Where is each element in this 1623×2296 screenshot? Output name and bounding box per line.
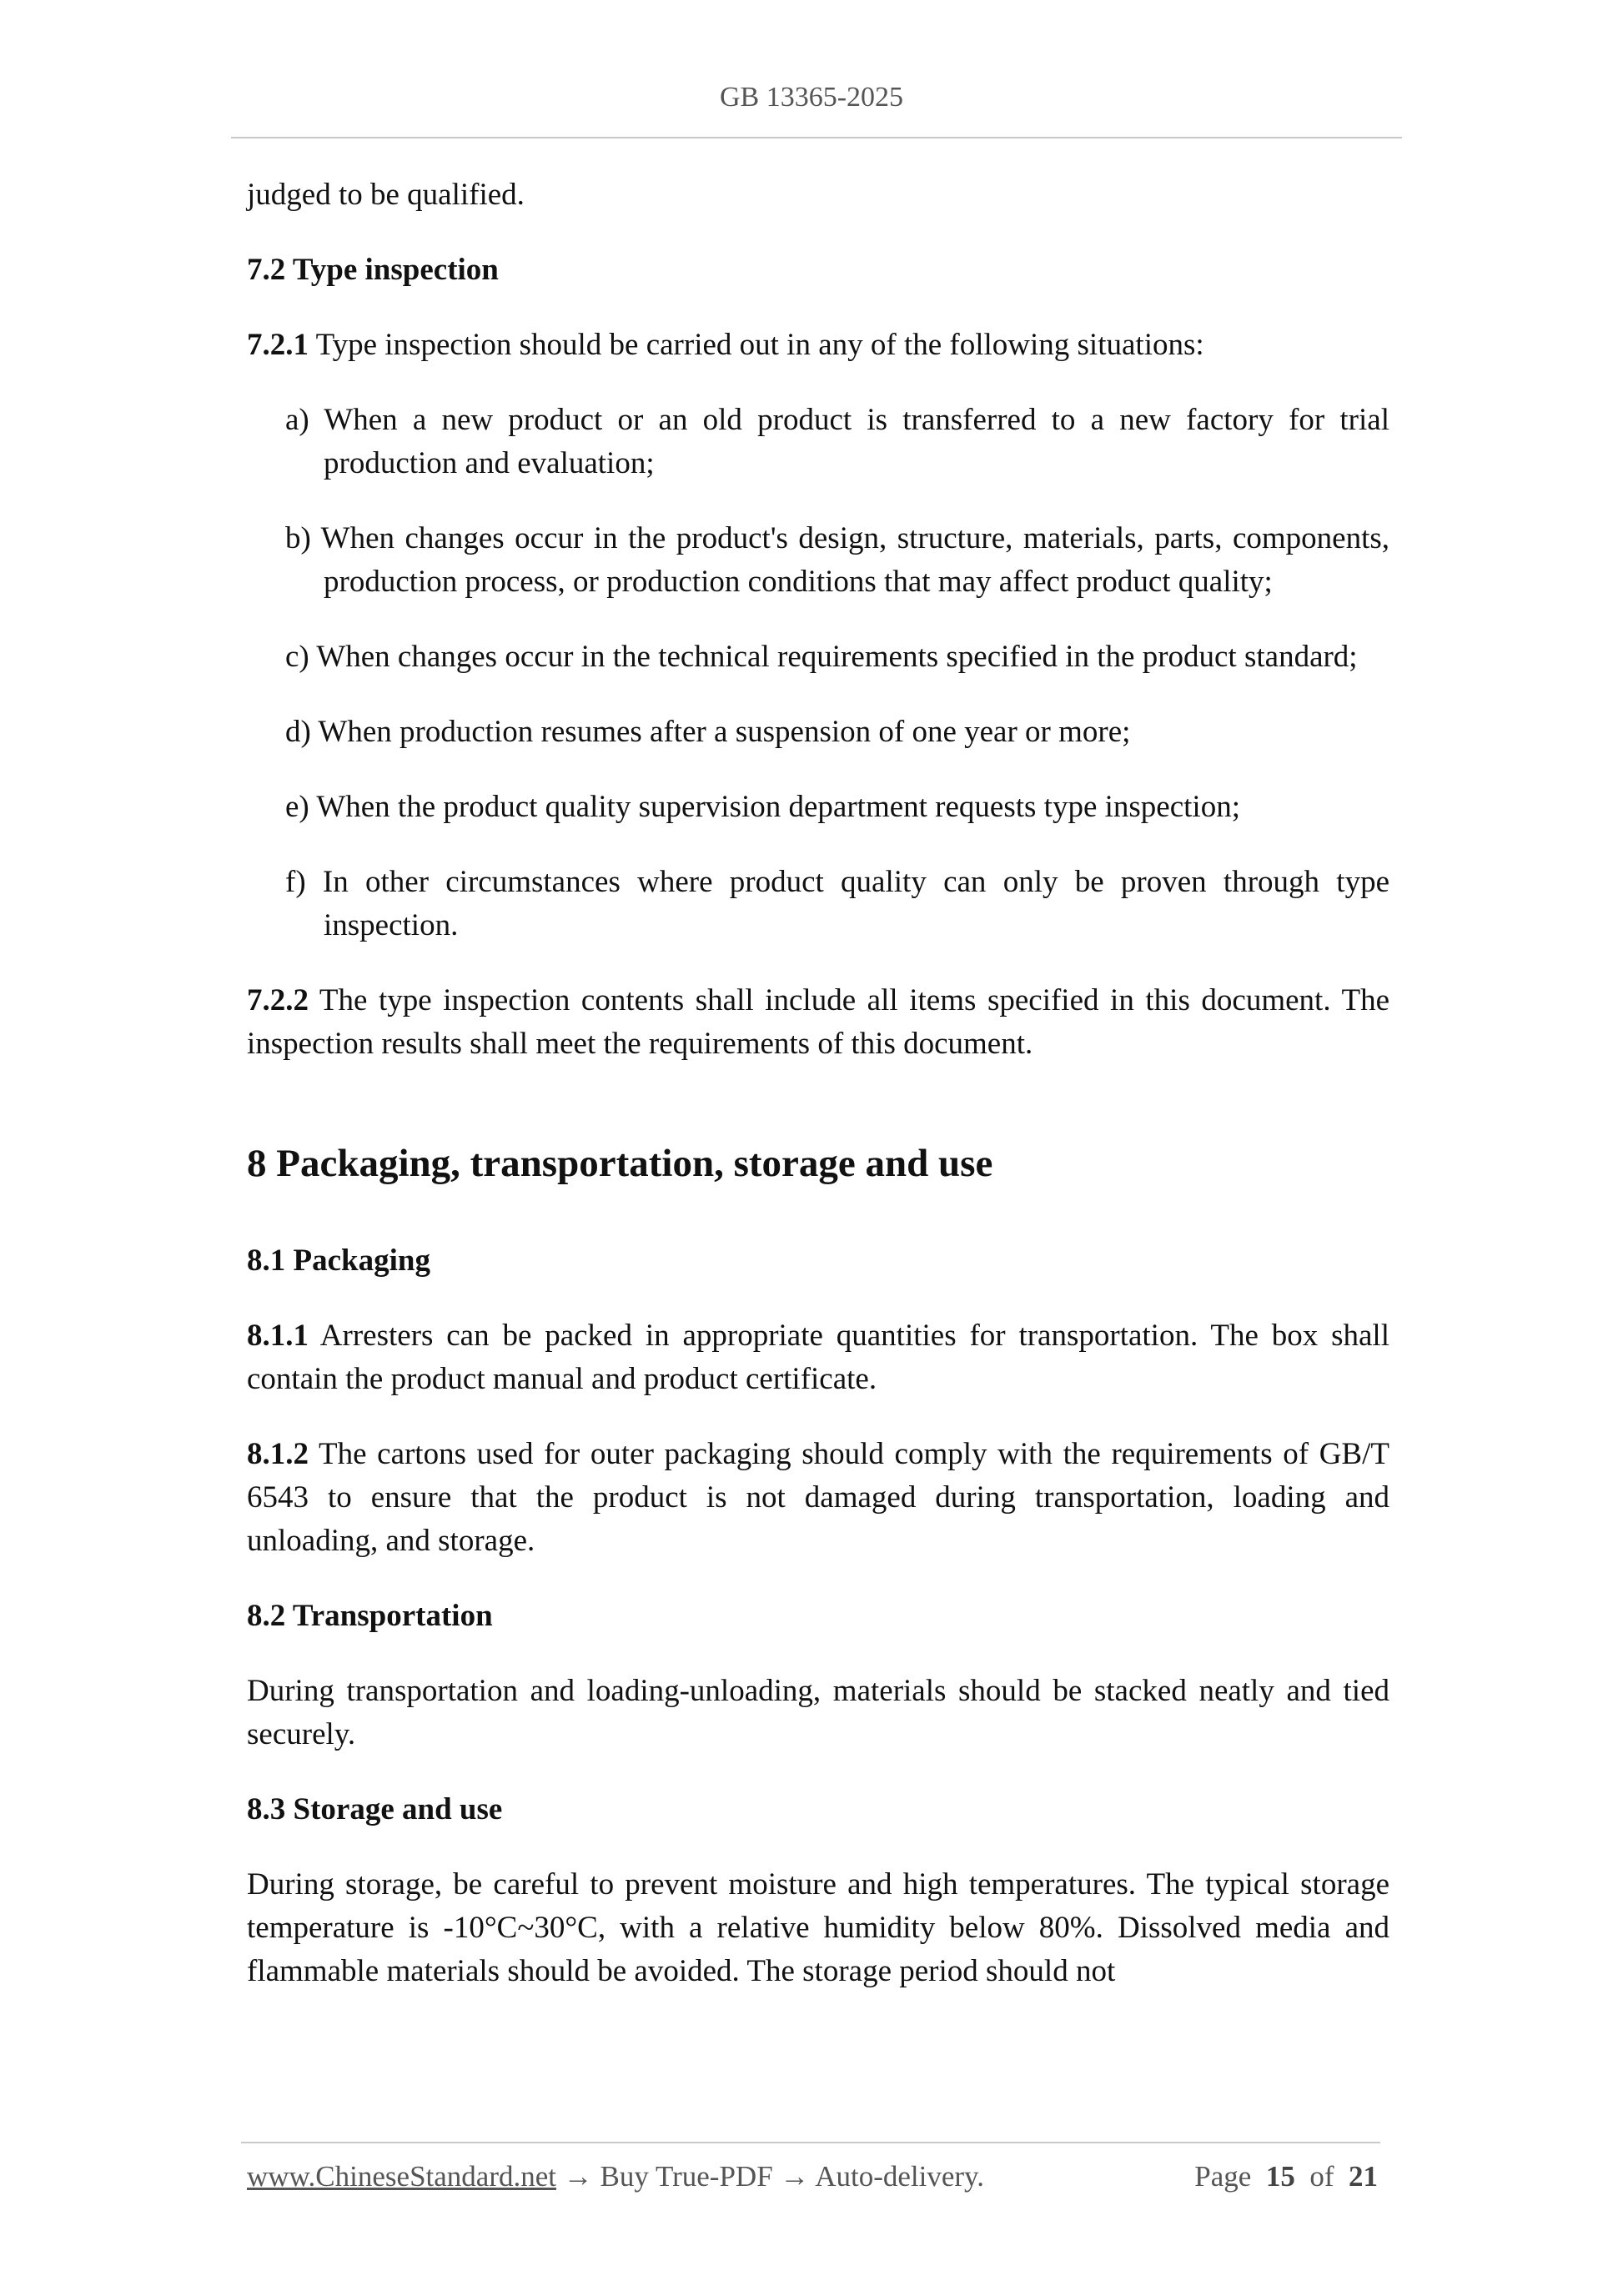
clause-7-2-1	[247, 324, 1389, 367]
page-total: 21	[1349, 2160, 1378, 2193]
section-8-3-text: During storage, be careful to prevent moisture and high temperatures. The typical storage temperature is -10°C~30°C, with a relative humidity below 80%. Dissolved media and flammable materials should be avoided. The storage period should not	[247, 1867, 1389, 1988]
list-item-b: b) When changes occur in the product's design, structure, materials, parts, components, production process, or production conditions that may affect product quality;	[285, 521, 1389, 599]
page-number	[1194, 2160, 1378, 2193]
list-item-f: f) In other circumstances where product quality can only be proven through type inspection.	[285, 865, 1389, 942]
clause-text: Type inspection should be carried out in any of the following situations:	[309, 328, 1204, 362]
header-divider	[231, 137, 1402, 138]
of-label: of	[1309, 2160, 1334, 2193]
clause-8-1-1	[247, 1314, 1389, 1401]
continuation-text: judged to be qualified.	[247, 178, 525, 212]
clause-number: 8.1.1	[247, 1319, 309, 1353]
website-link[interactable]: www.ChineseStandard.net	[247, 2160, 556, 2193]
clause-number: 8.1.2	[247, 1437, 309, 1471]
section-8-2-heading: 8.2 Transportation	[247, 1599, 493, 1633]
clause-number: 7.2.2	[247, 983, 309, 1017]
list-item-e: e) When the product quality supervision department requests type inspection;	[285, 790, 1240, 824]
clause-text: The type inspection contents shall include all items specified in this document. The inspection results shall meet the requirements of this document.	[247, 983, 1389, 1061]
page-label: Page	[1194, 2160, 1252, 2193]
page-header: GB 13365-2025	[719, 82, 904, 113]
document-body	[247, 173, 1389, 1993]
page-current: 15	[1265, 2160, 1295, 2193]
section-8-1-heading: 8.1 Packaging	[247, 1243, 430, 1278]
clause-number: 7.2.1	[247, 328, 309, 362]
footer-divider	[241, 2142, 1380, 2143]
section-8-2-text: During transportation and loading-unloading, materials should be stacked neatly and tied securely.	[247, 1674, 1389, 1751]
list-item-d: d) When production resumes after a suspension of one year or more;	[285, 715, 1131, 749]
promo-text: → Buy True-PDF → Auto-delivery.	[556, 2160, 985, 2193]
clause-text: The cartons used for outer packaging should comply with the requirements of GB/T 6543 to ensure that the product is not damaged during transportation, loading and unloading, and storage.	[247, 1437, 1389, 1558]
section-8-heading: 8 Packaging, transportation, storage and use	[247, 1142, 993, 1185]
clause-text: Arresters can be packed in appropriate quantities for transportation. The box shall contain the product manual and product certificate.	[247, 1319, 1389, 1396]
section-7-2-heading: 7.2 Type inspection	[247, 253, 499, 287]
clause-8-1-2	[247, 1433, 1389, 1563]
clause-7-2-2	[247, 979, 1389, 1066]
list-item-c: c) When changes occur in the technical requirements specified in the product standard;	[285, 640, 1358, 674]
footer-promo	[247, 2160, 984, 2193]
section-8-3-heading: 8.3 Storage and use	[247, 1792, 503, 1826]
list-item-a: a) When a new product or an old product is transferred to a new factory for trial production and evaluation;	[285, 403, 1389, 480]
